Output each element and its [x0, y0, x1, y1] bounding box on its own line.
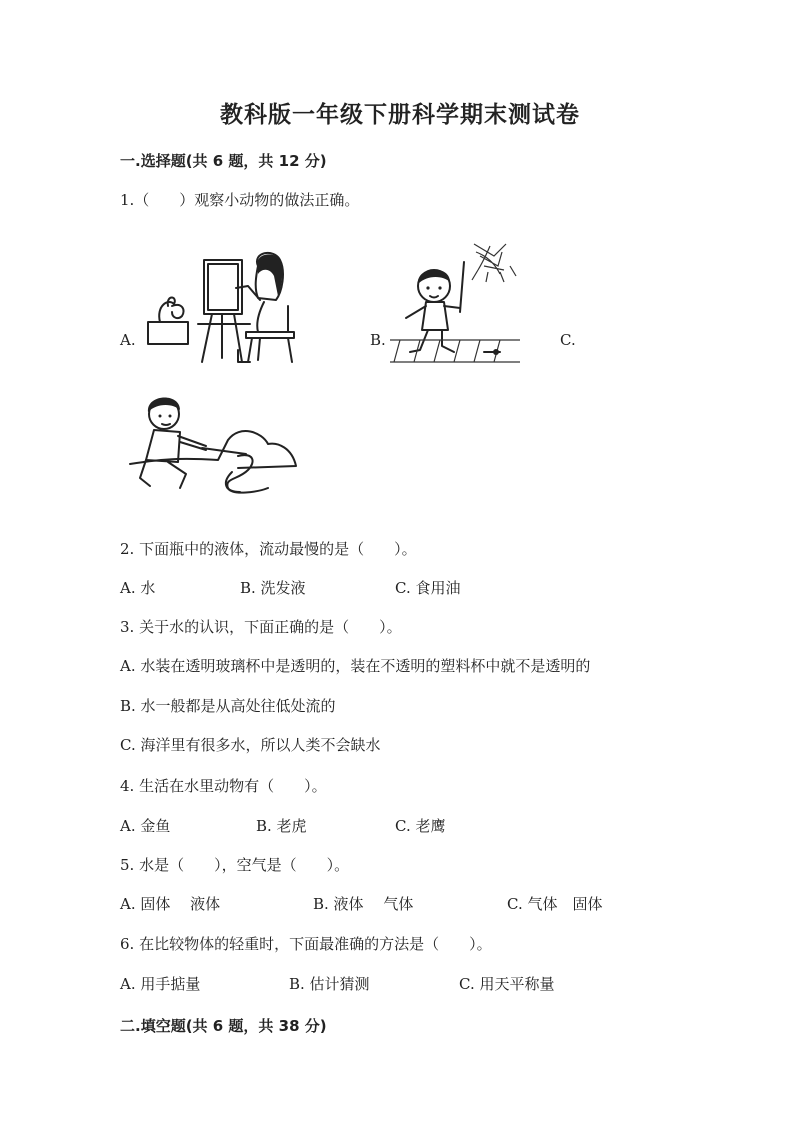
- boy-poking-spiderweb-icon: [380, 236, 530, 366]
- q4-option-c: C. 老鹰: [395, 817, 446, 835]
- question-3-stem: 3. 关于水的认识，下面正确的是（ ）。: [120, 618, 402, 636]
- q5-option-a: A. 固体 液体: [120, 895, 221, 913]
- question-2-stem: 2. 下面瓶中的液体，流动最慢的是（ ）。: [120, 540, 417, 558]
- boy-poking-snake-icon: [128, 392, 303, 502]
- q2-option-b: B. 洗发液: [240, 579, 306, 597]
- q2-option-c: C. 食用油: [395, 579, 461, 597]
- q6-option-a: A. 用手掂量: [120, 975, 201, 993]
- question-5-stem: 5. 水是（ ），空气是（ ）。: [120, 856, 350, 874]
- q6-option-b: B. 估计猜测: [289, 975, 370, 993]
- page-title: 教科版一年级下册科学期末测试卷: [220, 102, 580, 128]
- question-4-stem: 4. 生活在水里动物有（ ）。: [120, 777, 327, 795]
- q6-option-c: C. 用天平称量: [459, 975, 555, 993]
- question-6-stem: 6. 在比较物体的轻重时，下面最准确的方法是（ ）。: [120, 935, 492, 953]
- q3-option-a: A. 水装在透明玻璃杯中是透明的，装在不透明的塑料杯中就不是透明的: [120, 657, 591, 675]
- q5-option-c: C. 气体 固体: [507, 895, 603, 913]
- question-1-stem: 1.（ ）观察小动物的做法正确。: [120, 191, 360, 209]
- option-b-label: B.: [370, 331, 386, 349]
- section-heading-choice: 一.选择题(共 6 题，共 12 分): [120, 152, 327, 170]
- q4-option-a: A. 金鱼: [120, 817, 171, 835]
- q5-option-b: B. 液体 气体: [313, 895, 414, 913]
- q4-option-b: B. 老虎: [256, 817, 307, 835]
- option-a-label: A.: [120, 331, 136, 349]
- option-c-label: C.: [560, 331, 576, 349]
- q3-option-c: C. 海洋里有很多水，所以人类不会缺水: [120, 736, 381, 754]
- q2-option-a: A. 水: [120, 579, 156, 597]
- q3-option-b: B. 水一般都是从高处往低处流的: [120, 697, 336, 715]
- section-heading-fill-in: 二.填空题(共 6 题，共 38 分): [120, 1017, 327, 1035]
- girl-drawing-squirrel-icon: [138, 246, 298, 366]
